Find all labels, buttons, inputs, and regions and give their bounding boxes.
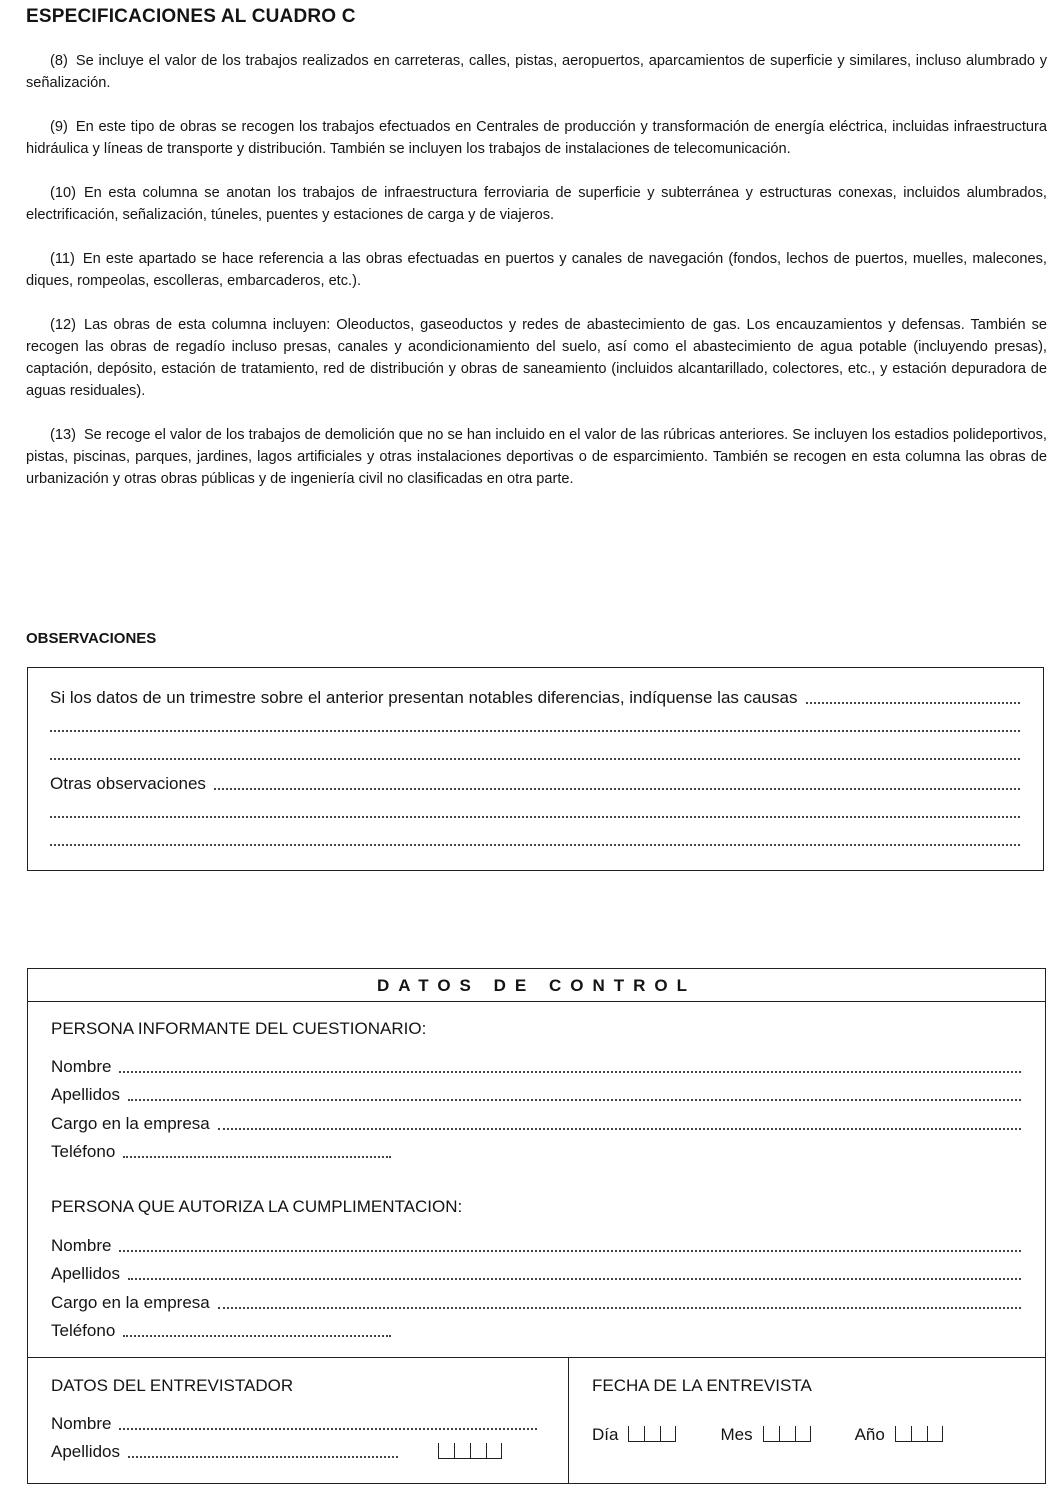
entrevistador-code-box[interactable] (438, 1443, 502, 1459)
entrevistador-apellidos-field[interactable] (51, 1438, 537, 1462)
autoriza-telefono-field[interactable] (51, 1317, 391, 1341)
observaciones-causas-label: Si los datos de un trimestre sobre el anterior presentan notables diferencias, indíquense las causas (50, 688, 798, 707)
dotted-line (123, 1335, 391, 1337)
digit-cell[interactable] (644, 1426, 660, 1442)
field-label: Cargo en la empresa (51, 1114, 210, 1133)
anio-digit-box[interactable] (895, 1426, 943, 1442)
spec-number: (9) (50, 119, 68, 135)
field-label: Nombre (51, 1414, 112, 1433)
field-label: Nombre (51, 1236, 112, 1255)
fecha-mes-field[interactable] (720, 1425, 810, 1445)
autoriza-section-title: PERSONA QUE AUTORIZA LA CUMPLIMENTACION: (51, 1197, 463, 1216)
autoriza-nombre-field[interactable] (51, 1232, 1021, 1256)
digit-cell[interactable] (895, 1426, 911, 1442)
dia-digit-box[interactable] (628, 1426, 676, 1442)
entrevistador-nombre-field[interactable] (51, 1410, 537, 1434)
digit-cell[interactable] (470, 1443, 486, 1459)
field-label: Apellidos (51, 1442, 120, 1461)
spec-number: (13) (50, 427, 76, 443)
informante-section-title: PERSONA INFORMANTE DEL CUESTIONARIO: (51, 1019, 427, 1038)
otras-observaciones-line-2[interactable] (50, 800, 1020, 822)
digit-cell[interactable] (454, 1443, 470, 1459)
digit-cell[interactable] (795, 1426, 811, 1442)
informante-cargo-field[interactable] (51, 1110, 1021, 1134)
observaciones-box (27, 667, 1044, 871)
dotted-line (119, 1071, 1021, 1073)
field-label: Apellidos (51, 1085, 120, 1104)
spec-text: En este tipo de obras se recogen los trabajos efectuados en Centrales de producción y transformación de energía eléctrica, incluidas infraestructura hidráulica y líneas de transporte y distribución. También se incluyen los trabajos de instalaciones de telecomunicación. (26, 119, 1047, 157)
fecha-section-title: FECHA DE LA ENTREVISTA (592, 1376, 812, 1395)
page-title: ESPECIFICACIONES AL CUADRO C (26, 6, 356, 27)
datos-de-control-box (27, 968, 1046, 1484)
dotted-line (128, 1456, 398, 1458)
spec-item-8 (26, 50, 1047, 94)
spec-number: (11) (50, 251, 75, 267)
field-label: Cargo en la empresa (51, 1293, 210, 1312)
digit-cell[interactable] (763, 1426, 779, 1442)
spec-number: (10) (50, 185, 76, 201)
field-label: Apellidos (51, 1264, 120, 1283)
field-label: Día (592, 1425, 619, 1444)
spec-item-12 (26, 314, 1047, 402)
mes-digit-box[interactable] (763, 1426, 811, 1442)
dotted-line (214, 788, 1020, 790)
field-label: Teléfono (51, 1321, 116, 1340)
column-divider (568, 1357, 569, 1484)
observaciones-causas-field[interactable] (50, 686, 1020, 708)
digit-cell[interactable] (486, 1443, 502, 1459)
dotted-line (218, 1128, 1021, 1130)
digit-cell[interactable] (438, 1443, 454, 1459)
otras-observaciones-label: Otras observaciones (50, 774, 206, 793)
dotted-line (119, 1250, 1021, 1252)
entrevistador-section-title: DATOS DEL ENTREVISTADOR (51, 1376, 294, 1395)
dotted-line (50, 816, 1020, 818)
dotted-line (50, 730, 1020, 732)
specifications-list (26, 50, 1047, 512)
digit-cell[interactable] (911, 1426, 927, 1442)
spec-item-13 (26, 424, 1047, 490)
dotted-line (123, 1156, 391, 1158)
spec-item-11 (26, 248, 1047, 292)
spec-text: En este apartado se hace referencia a las obras efectuadas en puertos y canales de navegación (fondos, lechos de puertos, muelles, malecones, diques, rompeolas, escolleras, embarcaderos, etc.). (26, 251, 1047, 289)
observaciones-causas-line-2[interactable] (50, 714, 1020, 736)
observaciones-causas-line-3[interactable] (50, 742, 1020, 764)
informante-apellidos-field[interactable] (51, 1081, 1021, 1105)
digit-cell[interactable] (927, 1426, 943, 1442)
digit-cell[interactable] (660, 1426, 676, 1442)
dotted-line (128, 1099, 1021, 1101)
spec-text: Se incluye el valor de los trabajos realizados en carreteras, calles, pistas, aeropuertos, aparcamientos de superficie y similares, incluso alumbrado y señalización. (26, 53, 1047, 91)
digit-cell[interactable] (628, 1426, 644, 1442)
section-divider (28, 1357, 1045, 1358)
spec-item-9 (26, 116, 1047, 160)
field-label: Mes (720, 1425, 753, 1444)
dotted-line (50, 844, 1020, 846)
spec-item-10 (26, 182, 1047, 226)
dotted-line (806, 702, 1021, 704)
fecha-anio-field[interactable] (855, 1425, 943, 1445)
spec-text: Las obras de esta columna incluyen: Oleoductos, gaseoductos y redes de abastecimiento de gas. Los encauzamientos y defensas. También se recogen las obras de regadío incluso presas, canales y acondicionamiento del suelo, así como el abastecimiento de agua potable (incluyendo presas), captación, depósito, estación de tratamiento, red de distribución y obras de saneamiento (incluidos alcantarillado, colectores, etc., y estación depuradora de aguas residuales). (26, 317, 1047, 399)
dotted-line (119, 1428, 537, 1430)
spec-text: Se recoge el valor de los trabajos de demolición que no se han incluido en el valor de las rúbricas anteriores. Se incluyen los estadios polideportivos, pistas, piscinas, parques, jardines, lagos artificiales y otras instalaciones deportivas o de esparcimiento. También se recogen en esta columna las obras de urbanización y otras obras públicas y de ingeniería civil no clasificadas en otra parte. (26, 427, 1047, 487)
digit-cell[interactable] (779, 1426, 795, 1442)
observaciones-title: OBSERVACIONES (26, 630, 157, 647)
spec-number: (8) (50, 53, 68, 69)
informante-nombre-field[interactable] (51, 1053, 1021, 1077)
field-label: Nombre (51, 1057, 112, 1076)
otras-observaciones-line-3[interactable] (50, 828, 1020, 850)
dotted-line (128, 1278, 1021, 1280)
dotted-line (218, 1307, 1021, 1309)
fecha-fields (592, 1425, 943, 1445)
spec-number: (12) (50, 317, 76, 333)
otras-observaciones-field[interactable] (50, 772, 1020, 794)
field-label: Año (854, 1425, 885, 1444)
datos-de-control-title: DATOS DE CONTROL (28, 969, 1045, 1002)
fecha-dia-field[interactable] (592, 1425, 676, 1445)
informante-telefono-field[interactable] (51, 1138, 391, 1162)
autoriza-cargo-field[interactable] (51, 1289, 1021, 1313)
autoriza-apellidos-field[interactable] (51, 1260, 1021, 1284)
field-label: Teléfono (51, 1142, 116, 1161)
dotted-line (50, 758, 1020, 760)
spec-text: En esta columna se anotan los trabajos de infraestructura ferroviaria de superficie y subterránea y estructuras conexas, incluidos alumbrados, electrificación, señalización, túneles, puentes y estaciones de carga y de viajeros. (26, 185, 1047, 223)
